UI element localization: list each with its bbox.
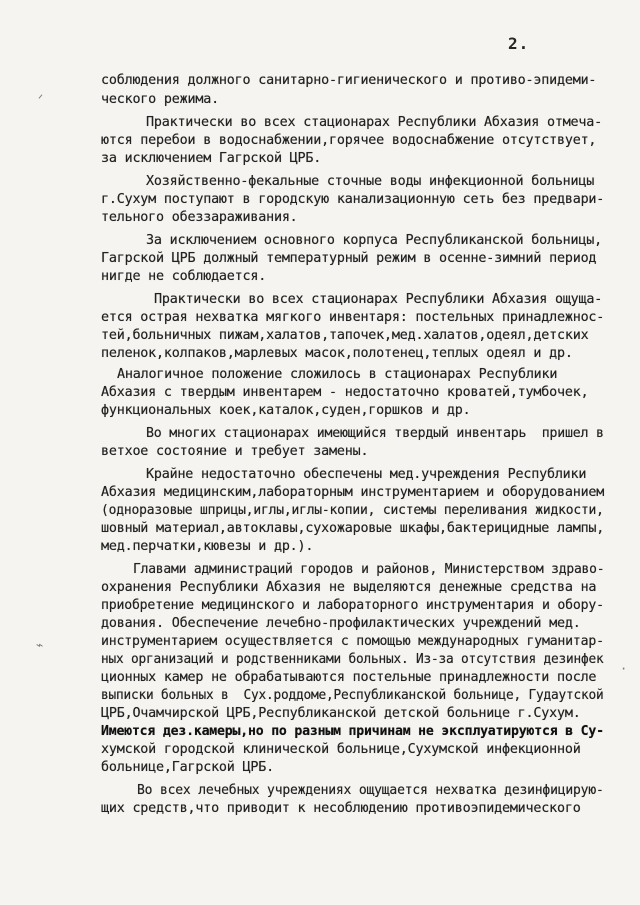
text-line: Практически во всех стационарах Республики Абхазия ощуща- bbox=[154, 292, 603, 307]
text-line: инструментарием осуществляется с помощью международных гуманитар- bbox=[101, 634, 604, 649]
text-line: функциональных коек,каталок,суден,горшков и др. bbox=[101, 403, 471, 418]
text-line: Во многих стационарах имеющийся твердый инвентарь пришел в bbox=[146, 426, 604, 441]
text-line: Имеются дез.камеры,но по разным причинам не эксплуатируются в Су- bbox=[101, 724, 604, 739]
text-line: больнице,Гагрской ЦРБ. bbox=[101, 760, 274, 775]
text-line: ются перебои в водоснабжении,горячее водоснабжение отсутствует, bbox=[101, 133, 597, 148]
text-line: Во всех лечебных учреждениях ощущается нехватка дезинфицирую- bbox=[137, 783, 604, 798]
text-line: г.Сухум поступают в городскую канализационную сеть без предвари- bbox=[101, 192, 605, 207]
text-line: Хозяйственно-фекальные сточные воды инфекционной больницы bbox=[146, 174, 595, 189]
text-line: нигде не соблюдается. bbox=[101, 269, 267, 284]
text-line: хумской городской клинической больнице,Сухумской инфекционной bbox=[101, 742, 581, 757]
text-line: мед.перчатки,кювезы и др.). bbox=[101, 539, 314, 554]
text-line: охранения Республики Абхазия не выделяются денежные средства на bbox=[101, 580, 597, 595]
text-line: Абхазия с твердым инвентарем - недостаточно кроватей,тумбочек, bbox=[101, 385, 589, 400]
text-line: (одноразовые шприцы,иглы,иглы-копии, системы переливания жидкости, bbox=[101, 503, 604, 518]
text-line: ветхое состояние и требует замены. bbox=[101, 444, 369, 459]
text-line: Крайне недостаточно обеспечены мед.учреждения Республики bbox=[146, 467, 587, 482]
text-line: Аналогичное положение сложилось в стационарах Республики bbox=[117, 367, 558, 382]
margin-mark-icon: ᐟ bbox=[38, 92, 44, 106]
page-number: 2. bbox=[508, 34, 530, 53]
text-line: ческого режима. bbox=[101, 92, 219, 107]
text-line: тельного обеззараживания. bbox=[101, 210, 298, 225]
text-line: дования. Обеспечение лечебно-профилактических учреждений мед. bbox=[101, 616, 581, 631]
text-line: шовный материал,автоклавы,сухожаровые шкафы,бактерицидные лампы, bbox=[101, 521, 605, 536]
text-line: За исключением основного корпуса Республиканской больницы, bbox=[146, 233, 602, 248]
text-line: приобретение медицинского и лабораторного инструментария и обору- bbox=[101, 598, 604, 613]
text-line: ционных камер не обрабатываются постельные принадлежности после bbox=[101, 670, 597, 685]
text-line: пеленок,колпаков,марлевых масок,полотенец,теплых одеял и др. bbox=[101, 346, 573, 361]
text-line: тей,больничных пижам,халатов,тапочек,мед.халатов,одеял,детских bbox=[101, 328, 589, 343]
text-line: ных организаций и родственниками больных. Из-за отсутствия дезинфек bbox=[101, 652, 604, 667]
margin-mark-icon: ⌁ bbox=[36, 638, 44, 652]
text-line: Практически во всех стационарах Республики Абхазия отмеча- bbox=[146, 115, 602, 130]
text-line: выписки больных в Сух.роддоме,Республиканской больнице, Гудаутской bbox=[101, 688, 604, 703]
text-line: Абхазия медицинским,лабораторным инструментарием и оборудованием bbox=[101, 485, 605, 500]
text-line: соблюдения должного санитарно-гигиенического и противо-эпидеми- bbox=[101, 73, 597, 88]
text-line: за исключением Гагрской ЦРБ. bbox=[101, 151, 322, 166]
text-line: щих средств,что приводит к несоблюдению противоэпидемического bbox=[101, 801, 581, 816]
margin-mark-icon: · bbox=[620, 662, 628, 676]
text-line: Гагрской ЦРБ должный температурный режим в осенне-зимний период bbox=[101, 251, 597, 266]
text-line: Главами администраций городов и районов, Министерством здраво- bbox=[133, 562, 605, 577]
text-line: ЦРБ,Очамчирской ЦРБ,Республиканской детской больнице г.Сухум. bbox=[101, 706, 581, 721]
text-line: ется острая нехватка мягкого инвентаря: постельных принадлежнос- bbox=[101, 310, 605, 325]
